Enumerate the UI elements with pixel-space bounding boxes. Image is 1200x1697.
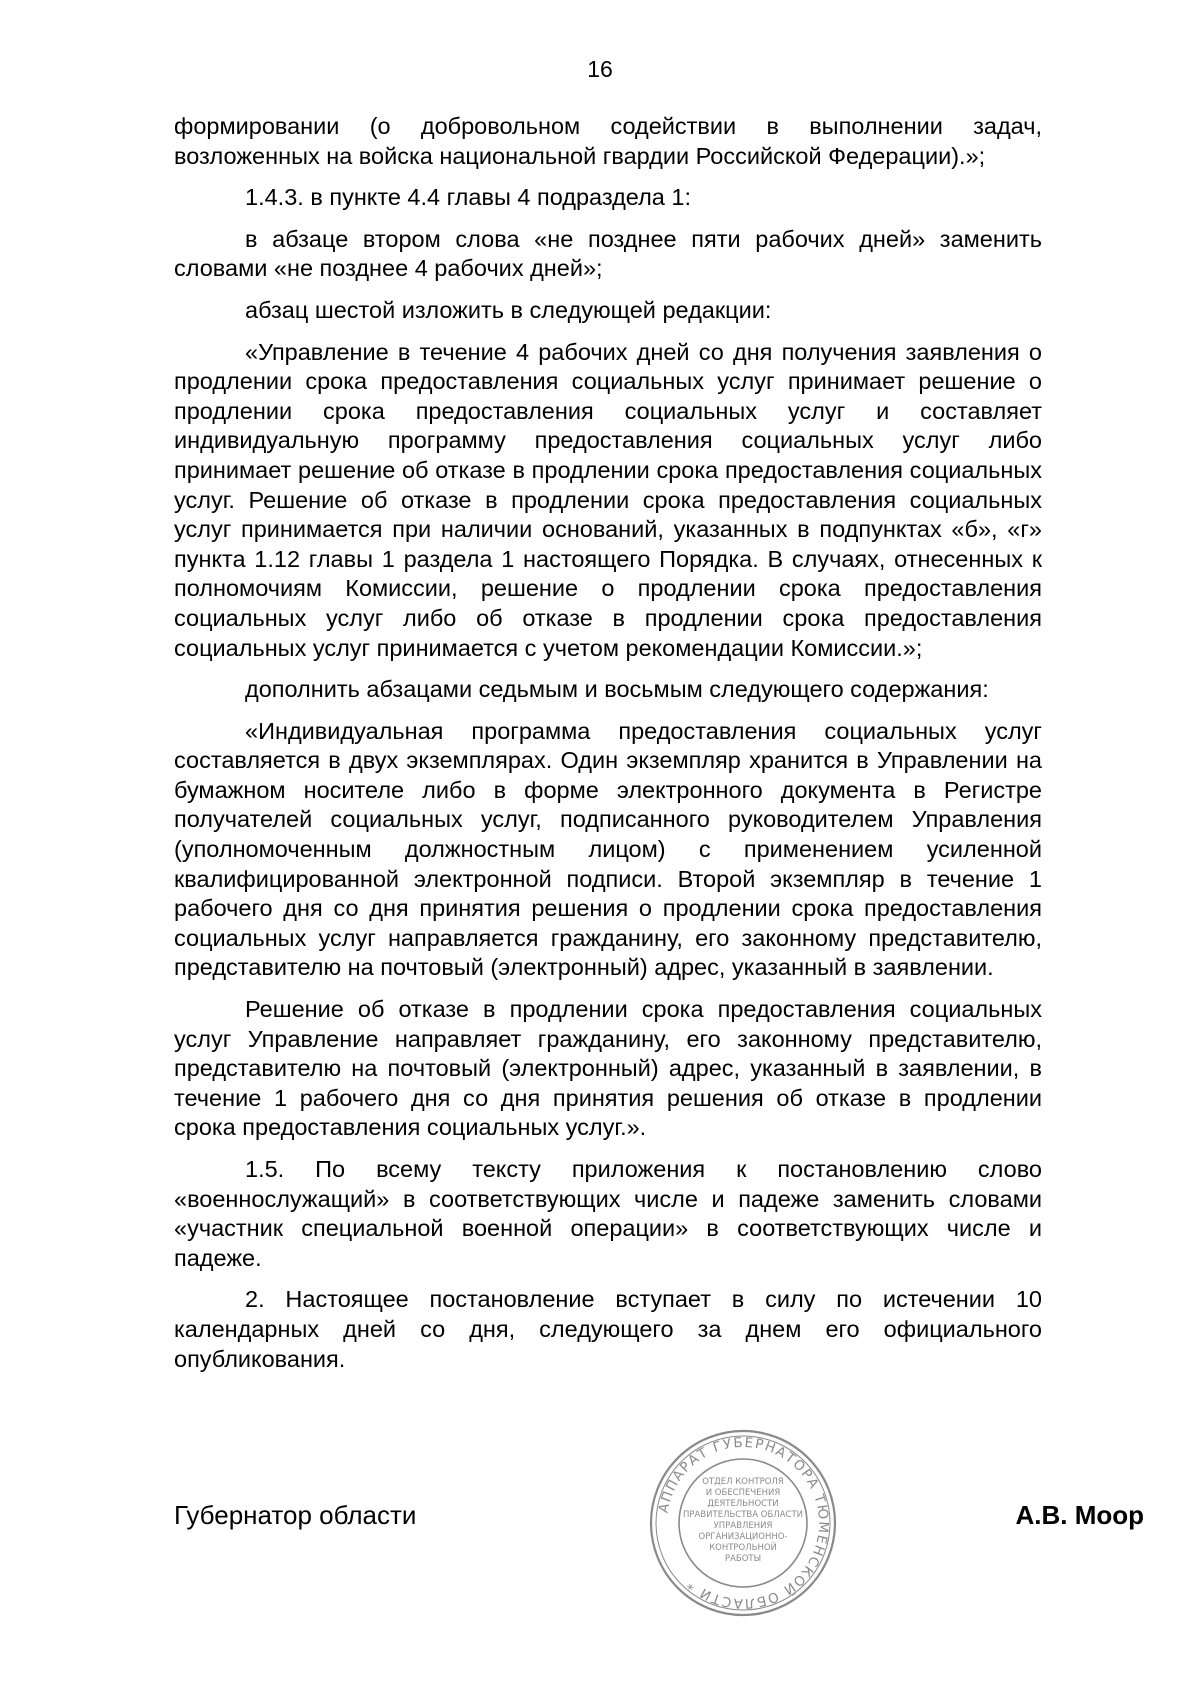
page-number: 16 — [587, 56, 613, 82]
svg-text:ДЕЯТЕЛЬНОСТИ: ДЕЯТЕЛЬНОСТИ — [707, 1499, 779, 1509]
signatory-name: А.В. Моор — [1015, 1500, 1144, 1530]
svg-text:РАБОТЫ: РАБОТЫ — [724, 1554, 762, 1564]
paragraph-item-1-5: 1.5. По всему тексту приложения к постановлению слово «военнослужащий» в соответствующих числе и падеже заменить словами «участник специальной военной операции» в соответствующих числе и падеже. — [174, 1156, 1042, 1271]
paragraph-continuation: формировании (о добровольном содействии в выполнении задач, возложенных на войска национальной гвардии Российской Федерации).»; — [174, 113, 1042, 169]
paragraph-item-1-4-3: 1.4.3. в пункте 4.4 главы 4 подраздела 1: — [245, 184, 692, 211]
svg-text:УПРАВЛЕНИЯ: УПРАВЛЕНИЯ — [713, 1521, 773, 1531]
paragraph-quoted-eighth: Решение об отказе в продлении срока предоставления социальных услуг Управление направляет гражданину, его законному представителю, представителю на почтовый (электронный) адрес, указанный в заявлении, в течение 1 рабочего дня со дня принятия решения об отказе в продлении срока предоставления социальных услуг.». — [174, 996, 1042, 1141]
svg-text:АППАРАТ ГУБЕРНАТОРА ТЮМЕНСКОЙ: АППАРАТ ГУБЕРНАТОРА ТЮМЕНСКОЙ ОБЛАСТИ * — [655, 1434, 832, 1612]
svg-text:ОТДЕЛ КОНТРОЛЯ: ОТДЕЛ КОНТРОЛЯ — [702, 1477, 784, 1487]
svg-text:КОНТРОЛЬНОЙ: КОНТРОЛЬНОЙ — [709, 1543, 777, 1553]
document-body — [174, 112, 1042, 1386]
signatory-title: Губернатор области — [174, 1500, 417, 1530]
svg-text:И ОБЕСПЕЧЕНИЯ: И ОБЕСПЕЧЕНИЯ — [705, 1488, 781, 1498]
svg-text:ПРАВИТЕЛЬСТВА ОБЛАСТИ: ПРАВИТЕЛЬСТВА ОБЛАСТИ — [683, 1510, 803, 1520]
paragraph-amendment-second: в абзаце втором слова «не позднее пяти рабочих дней» заменить словами «не позднее 4 рабочих дней»; — [174, 225, 1042, 282]
paragraph-amendment-add: дополнить абзацами седьмым и восьмым следующего содержания: — [245, 676, 989, 703]
paragraph-quoted-seventh: «Индивидуальная программа предоставления социальных услуг составляется в двух экземплярах. Один экземпляр хранится в Управлении на бумажном носителе либо в форме электронного документа в Регистре получателей социальных услуг, подписанного руководителем Управления (уполномоченным должностным лицом) с применением усиленной квалифицированной электронной подписи. Второй экземпляр в течение 1 рабочего дня со дня принятия решения о продлении срока предоставления социальных услуг направляется гражданину, его законному представителю, представителю на почтовый (электронный) адрес, указанный в заявлении. — [174, 717, 1042, 981]
svg-text:ОРГАНИЗАЦИОННО-: ОРГАНИЗАЦИОННО- — [698, 1532, 788, 1542]
official-seal-stamp — [648, 1428, 838, 1618]
paragraph-amendment-sixth: абзац шестой изложить в следующей редакции: — [245, 296, 772, 323]
paragraph-item-2: 2. Настоящее постановление вступает в силу по истечении 10 календарных дней со дня, следующего за днем его официального опубликования. — [174, 1286, 1042, 1372]
paragraph-quoted-sixth: «Управление в течение 4 рабочих дней со дня получения заявления о продлении срока предоставления социальных услуг принимает решение о продлении срока предоставления социальных услуг и составляет индивидуальную программу предоставления социальных услуг либо принимает решение об отказе в продлении срока предоставления социальных услуг. Решение об отказе в продлении срока предоставления социальных услуг принимается при наличии оснований, указанных в подпунктах «б», «г» пункта 1.12 главы 1 раздела 1 настоящего Порядка. В случаях, отнесенных к полномочиям Комиссии, решение о продлении срока предоставления социальных услуг либо об отказе в продлении срока предоставления социальных услуг принимается с учетом рекомендации Комиссии.»; — [174, 338, 1042, 661]
